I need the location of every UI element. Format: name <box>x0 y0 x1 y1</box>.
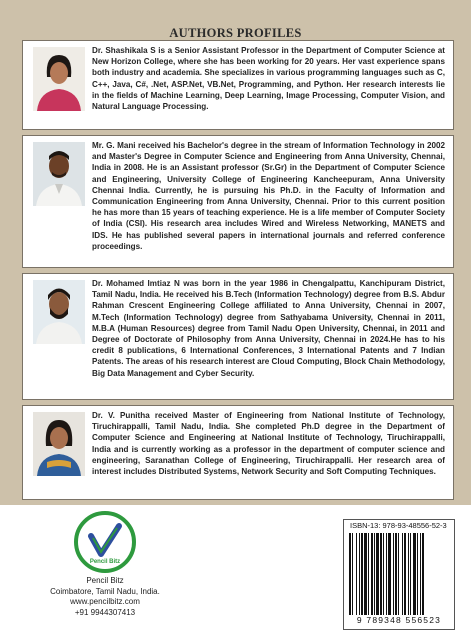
author-profile-1 <box>22 40 454 130</box>
publisher-phone: +91 9944307413 <box>74 607 136 617</box>
barcode-bar <box>380 533 382 615</box>
publisher-website: www.pencilbitz.com <box>70 597 140 606</box>
barcode-bar <box>402 533 403 615</box>
logo-text: Pencil Bitz <box>89 559 121 565</box>
barcode-bar <box>388 533 391 615</box>
author-photo-3 <box>33 280 85 344</box>
author-bio-3: Dr. Mohamed Imtiaz N was born in the year 1986 in Chengalpattu, Kanchipuram District, Tamil Nadu, India. He received his B.Tech (Information Technology) degree from B.S. Abdur Rahman Crescent Engineering College affiliated to Anna University, Chennai in 2007, M.Tech (Information Technology) degree from Sathyabama University, Chennai in 2011, M.B.A (Human Resources) degree from Tamil Nadu Open University, Chennai, in 2011 and Degree of Doctorate of Philosophy from Anna University, Chennai in 2024.He has to his credit 8 publications, 6 International Conferences, 3 International Patents and 7 Indian Patents. The areas of his research interest are Cloud Computing, Block Chain Methodology, Big Data Management and Cyber Security. <box>92 279 445 378</box>
author-bio-1: Dr. Shashikala S is a Senior Assistant Professor in the Department of Computer Science at New Horizon College, where she has been working for 20 years. Her vast experience spans both industry and academia. She specializes in various programming languages such as C, C++, Java, C#, .Net, ASP.Net, VB.Net, Programming, and Python. Her research interests lie in the fields of Machine Learning, Deep Learning, Image Processing, Computer Vision, and Natural Language Processing. <box>92 46 445 112</box>
barcode-bar <box>364 533 367 615</box>
author-profile-4 <box>22 405 454 500</box>
barcode-bar <box>408 533 409 615</box>
author-portrait-icon <box>33 142 85 206</box>
publisher-address: Coimbatore, Tamil Nadu, India. <box>50 586 160 596</box>
barcode-bar <box>359 533 360 615</box>
barcode-bar <box>376 533 379 615</box>
barcode-bar <box>349 533 351 615</box>
author-portrait-icon <box>33 412 85 476</box>
isbn-label: ISBN-13: 978-93-48556-52-3 <box>350 521 447 530</box>
barcode-bar <box>404 533 406 615</box>
author-profile-2 <box>22 135 454 268</box>
publisher-logo <box>73 510 137 574</box>
author-photo-1 <box>33 47 85 111</box>
author-photo-2 <box>33 142 85 206</box>
barcode-bar <box>374 533 375 615</box>
author-photo-4 <box>33 412 85 476</box>
barcode-bar <box>383 533 384 615</box>
author-portrait-icon <box>33 280 85 344</box>
barcode-bar <box>413 533 416 615</box>
author-bio-2: Mr. G. Mani received his Bachelor's degree in the stream of Information Technology in 2002 and Master's Degree in Computer Science and Engineering from Anna University, Chennai, India in 2008. He is an Assistant professor (Sr.Gr) in the Department of Computer Science and Engineering, University College of Engineering Kancheepuram, Anna University Chennai India. Currently, he is pursuing his Ph.D. in the Faculty of Information and Communication Engineering from Anna University, Chennai. Prior to this current position he has more than 15 years of teaching experience. He is a life member of Computer Society of India (CSI). His research area includes Wired and Wireless Networking, MANETS and IDS. He has published several papers in international journals and referred conference proceedings. <box>92 141 445 251</box>
author-bio-4: Dr. V. Punitha received Master of Engineering from National Institute of Technology, Tiruchirappalli, Tamil Nadu, India. She completed Ph.D degree in the Department of Computer Science and Engineering at National Institute of Technology, Tiruchirappalli, India and is currently working as a professor in the department of computer science and engineering, Saranathan College of Engineering, Tiruchirappalli. Her research area of interest includes Distributed Systems, Network Security and Soft Computing Techniques. <box>92 411 445 477</box>
barcode-bar <box>371 533 373 615</box>
barcode-bar <box>393 533 394 615</box>
publisher-name: Pencil Bitz <box>86 576 124 585</box>
barcode-bar <box>361 533 363 615</box>
barcode-bar <box>398 533 399 615</box>
barcode-bar <box>368 533 369 615</box>
publisher-block <box>40 510 170 618</box>
isbn-barcode-box <box>343 519 455 630</box>
barcode-bar <box>395 533 397 615</box>
barcode-bar <box>352 533 353 615</box>
page-title: AUTHORS PROFILES <box>169 26 302 40</box>
barcode-digits: 9 789348 556523 <box>356 615 442 625</box>
author-portrait-icon <box>33 47 85 111</box>
author-profile-3 <box>22 273 454 400</box>
barcode-bar <box>420 533 421 615</box>
barcode-bar <box>356 533 357 615</box>
barcode-bar <box>417 533 418 615</box>
barcode <box>348 533 450 615</box>
barcode-bar <box>386 533 387 615</box>
barcode-bar <box>410 533 411 615</box>
barcode-bar <box>422 533 424 615</box>
